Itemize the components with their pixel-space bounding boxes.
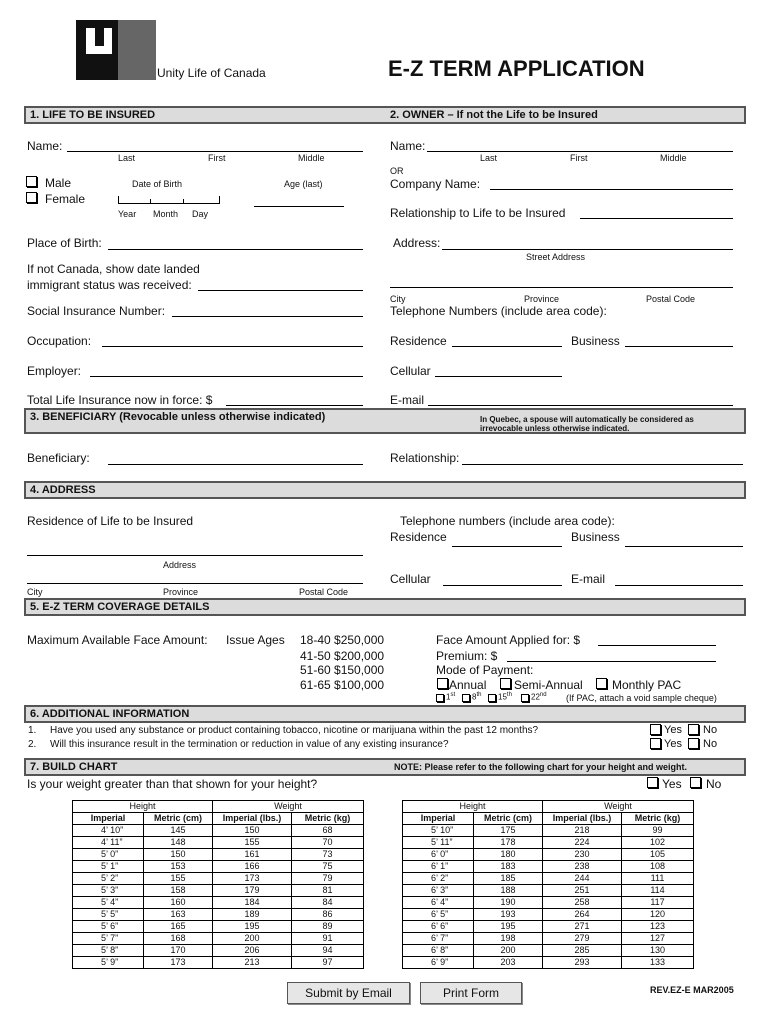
height-header: Height — [73, 801, 213, 813]
table-cell: 195 — [213, 921, 292, 933]
table-cell: 161 — [213, 849, 292, 861]
q2-no-label: No — [703, 738, 718, 750]
table-cell: 117 — [622, 897, 694, 909]
s2-province-label: Province — [524, 294, 560, 304]
s4-address-field[interactable] — [27, 555, 363, 556]
table-cell: 73 — [292, 849, 364, 861]
s4-postal-label: Postal Code — [299, 587, 349, 597]
quebec-note-1: In Quebec, a spouse will automatically be considered as — [480, 415, 694, 424]
table-cell: 75 — [292, 861, 364, 873]
table-cell: 6’ 5” — [403, 909, 474, 921]
s4-residence-label: Residence — [390, 530, 447, 544]
table-cell: 68 — [292, 825, 364, 837]
q1-yes-label: Yes — [664, 724, 682, 736]
q1-yes-checkbox[interactable] — [650, 724, 661, 735]
dob-field[interactable] — [118, 196, 220, 204]
table-cell: 168 — [144, 933, 213, 945]
table-row — [403, 897, 694, 909]
owner-address-label: Address: — [393, 236, 441, 250]
s2-residence-field[interactable] — [452, 346, 562, 347]
height-header: Height — [403, 801, 543, 813]
table-row — [403, 825, 694, 837]
table-cell: 195 — [474, 921, 543, 933]
male-checkbox[interactable] — [26, 176, 37, 187]
table-cell: 153 — [144, 861, 213, 873]
s2-business-label: Business — [571, 334, 620, 348]
s4-city-field[interactable] — [27, 583, 363, 584]
revision-code: REV.EZ-E MAR2005 — [650, 985, 734, 995]
table-row — [73, 945, 364, 957]
table-cell: 198 — [474, 933, 543, 945]
mode-label: Mode of Payment: — [436, 663, 534, 677]
table-cell: 5’ 0” — [73, 849, 144, 861]
table-row — [403, 861, 694, 873]
immigrant-label: immigrant status was received: — [27, 278, 192, 292]
table-cell: 127 — [622, 933, 694, 945]
s2-residence-label: Residence — [390, 334, 447, 348]
landed-label: If not Canada, show date landed — [27, 262, 200, 276]
table-row — [73, 873, 364, 885]
table-cell: 189 — [213, 909, 292, 921]
metric-cm-header: Metric (cm) — [474, 813, 543, 825]
company-name: Unity Life of Canada — [157, 66, 266, 80]
weight-header: Weight — [213, 801, 364, 813]
table-cell: 180 — [474, 849, 543, 861]
table-cell: 158 — [144, 885, 213, 897]
table-cell: 179 — [213, 885, 292, 897]
company-logo — [76, 20, 156, 80]
s2-cellular-label: Cellular — [390, 364, 431, 378]
table-cell: 190 — [474, 897, 543, 909]
pob-field[interactable] — [108, 249, 363, 250]
table-row — [403, 873, 694, 885]
table-cell: 4’ 10” — [73, 825, 144, 837]
table-cell: 238 — [543, 861, 622, 873]
sin-field[interactable] — [172, 316, 363, 317]
table-cell: 230 — [543, 849, 622, 861]
age-band: 41-50 $200,000 — [300, 649, 385, 663]
table-cell: 6’ 9” — [403, 957, 474, 969]
table-cell: 102 — [622, 837, 694, 849]
table-cell: 148 — [144, 837, 213, 849]
s2-first-label: First — [570, 153, 588, 163]
age-band: 18-40 $250,000 — [300, 633, 385, 647]
table-cell: 5’ 11” — [403, 837, 474, 849]
section-5-bar — [24, 598, 746, 616]
table-cell: 105 — [622, 849, 694, 861]
submit-email-button[interactable]: Submit by Email — [287, 982, 410, 1004]
s1-last-label: Last — [118, 153, 136, 163]
section-7-bar — [24, 758, 746, 776]
q1-text: Have you used any substance or product containing tobacco, nicotine or marijuana within the past 12 months? — [50, 725, 539, 736]
table-cell: 6’ 3” — [403, 885, 474, 897]
dob-divider — [183, 199, 184, 204]
total-life-field[interactable] — [226, 405, 363, 406]
s1-first-label: First — [208, 153, 226, 163]
s4-email-field[interactable] — [615, 585, 743, 586]
table-cell: 81 — [292, 885, 364, 897]
section-3-bar — [24, 408, 746, 434]
table-cell: 6’ 7” — [403, 933, 474, 945]
q1-no-label: No — [703, 724, 718, 736]
day-1-label: 1st — [446, 692, 456, 702]
semi-annual-checkbox[interactable] — [500, 678, 511, 689]
table-cell: 193 — [474, 909, 543, 921]
table-cell: 185 — [474, 873, 543, 885]
build-chart-left — [72, 800, 364, 969]
table-row — [73, 933, 364, 945]
table-cell: 264 — [543, 909, 622, 921]
table-row — [403, 921, 694, 933]
table-cell: 94 — [292, 945, 364, 957]
section-bar-1-2 — [24, 106, 746, 124]
s2-cellular-field[interactable] — [435, 376, 562, 377]
total-life-label: Total Life Insurance now in force: $ — [27, 393, 213, 407]
table-cell: 178 — [474, 837, 543, 849]
table-cell: 5’ 8” — [73, 945, 144, 957]
weight-no-label: No — [706, 777, 722, 791]
table-cell: 5’ 6” — [73, 921, 144, 933]
table-row — [73, 885, 364, 897]
table-row — [73, 861, 364, 873]
dob-label: Date of Birth — [132, 179, 183, 189]
s4-cellular-field[interactable] — [443, 585, 562, 586]
table-cell: 203 — [474, 957, 543, 969]
beneficiary-label: Beneficiary: — [27, 451, 90, 465]
female-checkbox[interactable] — [26, 192, 37, 203]
q1-no-checkbox[interactable] — [688, 724, 699, 735]
sin-label: Social Insurance Number: — [27, 304, 166, 318]
imperial-lbs-header: Imperial (lbs.) — [213, 813, 292, 825]
section-2-title: 2. OWNER – If not the Life to be Insured — [390, 109, 598, 121]
face-applied-field[interactable] — [598, 645, 716, 646]
s4-business-label: Business — [571, 530, 620, 544]
premium-field[interactable] — [507, 661, 716, 662]
table-row — [73, 825, 364, 837]
imperial-header: Imperial — [403, 813, 474, 825]
owner-address-field[interactable] — [442, 249, 733, 250]
s2-city-label: City — [390, 294, 406, 304]
table-cell: 165 — [144, 921, 213, 933]
table-cell: 184 — [213, 897, 292, 909]
employer-label: Employer: — [27, 364, 82, 378]
immigrant-field[interactable] — [198, 290, 363, 291]
employer-field[interactable] — [90, 376, 363, 377]
table-row — [403, 885, 694, 897]
dob-divider — [150, 199, 151, 204]
day-1-checkbox[interactable] — [436, 694, 444, 702]
table-cell: 279 — [543, 933, 622, 945]
owner-city-field[interactable] — [390, 287, 733, 288]
table-cell: 111 — [622, 873, 694, 885]
day-8-label: 8th — [472, 692, 482, 702]
owner-tel-label: Telephone Numbers (include area code): — [390, 304, 607, 318]
table-cell: 173 — [144, 957, 213, 969]
table-cell: 244 — [543, 873, 622, 885]
weight-no-checkbox[interactable] — [690, 777, 701, 788]
weight-header: Weight — [543, 801, 694, 813]
s1-name-field[interactable] — [67, 151, 363, 152]
table-cell: 4’ 11” — [73, 837, 144, 849]
table-cell: 108 — [622, 861, 694, 873]
occupation-label: Occupation: — [27, 334, 92, 348]
table-cell: 114 — [622, 885, 694, 897]
table-cell: 70 — [292, 837, 364, 849]
table-cell: 218 — [543, 825, 622, 837]
q2-yes-checkbox[interactable] — [650, 738, 661, 749]
table-cell: 213 — [213, 957, 292, 969]
age-band: 51-60 $150,000 — [300, 663, 385, 677]
s2-last-label: Last — [480, 153, 498, 163]
table-cell: 6’ 8” — [403, 945, 474, 957]
s2-name-field[interactable] — [427, 151, 733, 152]
owner-relationship-label: Relationship to Life to be Insured — [390, 206, 566, 220]
monthly-pac-checkbox[interactable] — [596, 678, 607, 689]
table-row — [403, 933, 694, 945]
table-cell: 200 — [213, 933, 292, 945]
metric-cm-header: Metric (cm) — [144, 813, 213, 825]
q1-number: 1. — [28, 725, 37, 736]
q2-no-checkbox[interactable] — [688, 738, 699, 749]
day-22-checkbox[interactable] — [521, 694, 529, 702]
table-cell: 6’ 4” — [403, 897, 474, 909]
table-cell: 6’ 1” — [403, 861, 474, 873]
table-cell: 166 — [213, 861, 292, 873]
section-5-title: 5. E-Z TERM COVERAGE DETAILS — [30, 601, 210, 613]
table-cell: 183 — [474, 861, 543, 873]
table-cell: 86 — [292, 909, 364, 921]
table-row — [403, 909, 694, 921]
table-cell: 91 — [292, 933, 364, 945]
company-field[interactable] — [490, 189, 733, 190]
table-cell: 6’ 2” — [403, 873, 474, 885]
beneficiary-relationship-field[interactable] — [462, 464, 743, 465]
table-cell: 251 — [543, 885, 622, 897]
s2-email-field[interactable] — [428, 405, 733, 406]
table-cell: 293 — [543, 957, 622, 969]
s1-name-label: Name: — [27, 139, 63, 153]
table-cell: 145 — [144, 825, 213, 837]
table-cell: 170 — [144, 945, 213, 957]
table-cell: 206 — [213, 945, 292, 957]
day-8-checkbox[interactable] — [462, 694, 470, 702]
day-22-label: 22nd — [531, 692, 547, 702]
table-cell: 99 — [622, 825, 694, 837]
table-cell: 150 — [144, 849, 213, 861]
table-row — [403, 957, 694, 969]
table-cell: 133 — [622, 957, 694, 969]
s2-middle-label: Middle — [660, 153, 687, 163]
age-band: 61-65 $100,000 — [300, 678, 385, 692]
face-applied-label: Face Amount Applied for: $ — [436, 633, 581, 647]
table-cell: 200 — [474, 945, 543, 957]
issue-ages-label: Issue Ages — [226, 633, 285, 647]
table-cell: 5’ 4” — [73, 897, 144, 909]
section-6-title: 6. ADDITIONAL INFORMATION — [30, 708, 190, 720]
age-field[interactable] — [254, 206, 344, 207]
table-cell: 224 — [543, 837, 622, 849]
table-row — [73, 909, 364, 921]
table-cell: 5’ 5” — [73, 909, 144, 921]
table-cell: 84 — [292, 897, 364, 909]
premium-label: Premium: $ — [436, 649, 498, 663]
s4-residence-field[interactable] — [452, 546, 562, 547]
section-4-title: 4. ADDRESS — [30, 484, 96, 496]
table-cell: 5’ 10” — [403, 825, 474, 837]
monthly-pac-label: Monthly PAC — [612, 678, 682, 692]
form-title: E-Z TERM APPLICATION — [388, 56, 645, 81]
table-cell: 155 — [213, 837, 292, 849]
occupation-field[interactable] — [102, 346, 363, 347]
section-6-bar — [24, 705, 746, 723]
table-cell: 150 — [213, 825, 292, 837]
table-cell: 6’ 0” — [403, 849, 474, 861]
weight-question: Is your weight greater than that shown for your height? — [27, 777, 318, 791]
s2-name-label: Name: — [390, 139, 426, 153]
quebec-note-2: irrevocable unless otherwise indicated. — [480, 424, 630, 433]
table-cell: 79 — [292, 873, 364, 885]
beneficiary-relationship-label: Relationship: — [390, 451, 460, 465]
table-row — [73, 837, 364, 849]
max-amount-label: Maximum Available Face Amount: — [27, 633, 208, 647]
s4-cellular-label: Cellular — [390, 572, 431, 586]
or-label: OR — [390, 166, 404, 176]
section-3-title: 3. BENEFICIARY (Revocable unless otherwise indicated) — [30, 411, 326, 423]
table-cell: 163 — [144, 909, 213, 921]
s4-tel-label: Telephone numbers (include area code): — [400, 514, 615, 528]
table-cell: 285 — [543, 945, 622, 957]
imperial-header: Imperial — [73, 813, 144, 825]
semi-annual-label: Semi-Annual — [514, 678, 583, 692]
table-cell: 160 — [144, 897, 213, 909]
build-chart-right — [402, 800, 694, 969]
metric-kg-header: Metric (kg) — [292, 813, 364, 825]
year-label: Year — [118, 209, 137, 219]
day-label: Day — [192, 209, 209, 219]
table-row — [403, 945, 694, 957]
annual-label: Annual — [449, 678, 487, 692]
street-label: Street Address — [526, 252, 586, 262]
s2-business-field[interactable] — [625, 346, 733, 347]
s1-middle-label: Middle — [298, 153, 325, 163]
q2-yes-label: Yes — [664, 738, 682, 750]
table-row — [73, 849, 364, 861]
pac-note: (If PAC, attach a void sample cheque) — [566, 693, 717, 703]
residence-life-label: Residence of Life to be Insured — [27, 514, 194, 528]
s4-city-label: City — [27, 587, 43, 597]
section-1-title: 1. LIFE TO BE INSURED — [30, 109, 156, 121]
male-label: Male — [45, 176, 72, 190]
section-4-bar — [24, 481, 746, 499]
s4-address-label: Address — [163, 560, 197, 570]
weight-yes-label: Yes — [662, 777, 682, 791]
day-15-checkbox[interactable] — [488, 694, 496, 702]
s4-business-field[interactable] — [625, 546, 743, 547]
table-row — [73, 957, 364, 969]
table-cell: 120 — [622, 909, 694, 921]
table-row — [73, 921, 364, 933]
table-cell: 173 — [213, 873, 292, 885]
table-cell: 6’ 6” — [403, 921, 474, 933]
table-cell: 155 — [144, 873, 213, 885]
table-cell: 130 — [622, 945, 694, 957]
table-cell: 188 — [474, 885, 543, 897]
table-cell: 89 — [292, 921, 364, 933]
s2-postal-label: Postal Code — [646, 294, 696, 304]
q2-number: 2. — [28, 739, 37, 750]
weight-yes-checkbox[interactable] — [647, 777, 658, 788]
table-cell: 5’ 9” — [73, 957, 144, 969]
company-label: Company Name: — [390, 177, 481, 191]
s4-email-label: E-mail — [571, 572, 606, 586]
s4-province-label: Province — [163, 587, 199, 597]
table-cell: 271 — [543, 921, 622, 933]
section-7-title: 7. BUILD CHART — [30, 761, 118, 773]
annual-checkbox[interactable] — [437, 678, 448, 689]
table-cell: 258 — [543, 897, 622, 909]
build-chart-note: NOTE: Please refer to the following chart for your height and weight. — [394, 762, 688, 772]
table-cell: 5’ 2” — [73, 873, 144, 885]
imperial-lbs-header: Imperial (lbs.) — [543, 813, 622, 825]
table-cell: 5’ 1” — [73, 861, 144, 873]
beneficiary-field[interactable] — [108, 464, 363, 465]
table-row — [403, 849, 694, 861]
q2-text: Will this insurance result in the termination or reduction in value of any existing insurance? — [50, 739, 449, 750]
metric-kg-header: Metric (kg) — [622, 813, 694, 825]
s2-email-label: E-mail — [390, 393, 425, 407]
table-row — [73, 897, 364, 909]
day-15-label: 15th — [498, 692, 512, 702]
print-form-button[interactable]: Print Form — [420, 982, 522, 1004]
table-cell: 5’ 7” — [73, 933, 144, 945]
table-cell: 175 — [474, 825, 543, 837]
table-cell: 123 — [622, 921, 694, 933]
table-cell: 5’ 3” — [73, 885, 144, 897]
table-cell: 97 — [292, 957, 364, 969]
table-row — [403, 837, 694, 849]
age-label: Age (last) — [284, 179, 323, 189]
owner-relationship-field[interactable] — [580, 218, 733, 219]
month-label: Month — [153, 209, 179, 219]
female-label: Female — [45, 192, 86, 206]
pob-label: Place of Birth: — [27, 236, 102, 250]
